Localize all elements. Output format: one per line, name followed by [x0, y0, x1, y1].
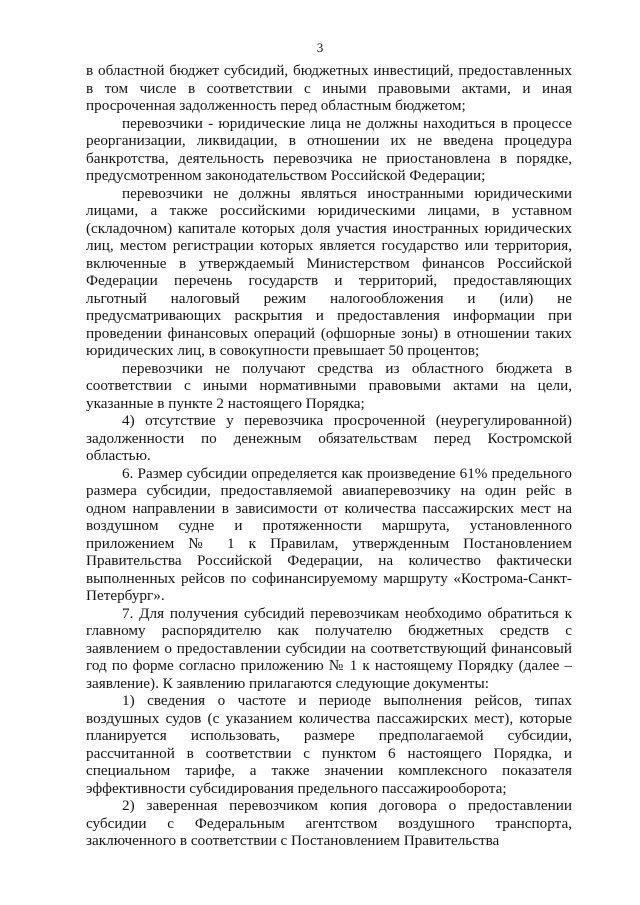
paragraph: 1) сведения о частоте и периоде выполнения рейсов, типах воздушных судов (с указанием количества пассажирских мест), которые планируется использовать, размере предполагаемой субсидии, рассчитанной в соответствии с пунктом 6 настоящего Порядка, и специальном тарифе, а также значении комплексного показателя эффективности субсидирования предельного пассажирооборота; [86, 692, 572, 797]
document-body [86, 62, 572, 850]
paragraph: 4) отсутствие у перевозчика просроченной (неурегулированной) задолженности по денежным обязательствам перед Костромской областью. [86, 412, 572, 464]
page-number: 3 [316, 40, 324, 55]
paragraph: 7. Для получения субсидий перевозчикам необходимо обратиться к главному распорядителю как получателю бюджетных средств с заявлением о предоставлении субсидии на соответствующий финансовый год по форме согласно приложению № 1 к настоящему Порядку (далее – заявление). К заявлению прилагаются следующие документы: [86, 604, 572, 692]
paragraph: перевозчики не должны являться иностранными юридическими лицами, а также российскими юридическими лицами, в уставном (складочном) капитале которых доля участия иностранных юридических лиц, местом регистрации которых является государство или территория, включенные в утверждаемый Министерством финансов Российской Федерации перечень государств и территорий, предоставляющих льготный налоговый режим налогообложения и (или) не предусматривающих раскрытия и предоставления информации при проведении финансовых операций (офшорные зоны) в отношении таких юридических лиц, в совокупности превышает 50 процентов; [86, 184, 572, 359]
paragraph: 2) заверенная перевозчиком копия договора о предоставлении субсидии с Федеральным агентством воздушного транспорта, заключенного в соответствии с Постановлением Правительства [86, 797, 572, 849]
paragraph: перевозчики - юридические лица не должны находиться в процессе реорганизации, ликвидации, в отношении их не введена процедура банкротства, деятельность перевозчика не приостановлена в порядке, предусмотренном законодательством Российской Федерации; [86, 114, 572, 184]
paragraph: 6. Размер субсидии определяется как произведение 61% предельного размера субсидии, предоставляемой авиаперевозчику на один рейс в одном направлении в зависимости от количества пассажирских мест на воздушном судне и протяженности маршрута, установленного приложением № 1 к Правилам, утвержденным Постановлением Правительства Российской Федерации, на количество фактически выполненных рейсов по софинансируемому маршруту «Кострома-Санкт-Петербург». [86, 464, 572, 604]
paragraph: в областной бюджет субсидий, бюджетных инвестиций, предоставленных в том числе в соответствии с иными правовыми актами, и иная просроченная задолженность перед областным бюджетом; [86, 62, 572, 114]
paragraph: перевозчики не получают средства из областного бюджета в соответствии с иными нормативными правовыми актами на цели, указанные в пункте 2 настоящего Порядка; [86, 359, 572, 412]
